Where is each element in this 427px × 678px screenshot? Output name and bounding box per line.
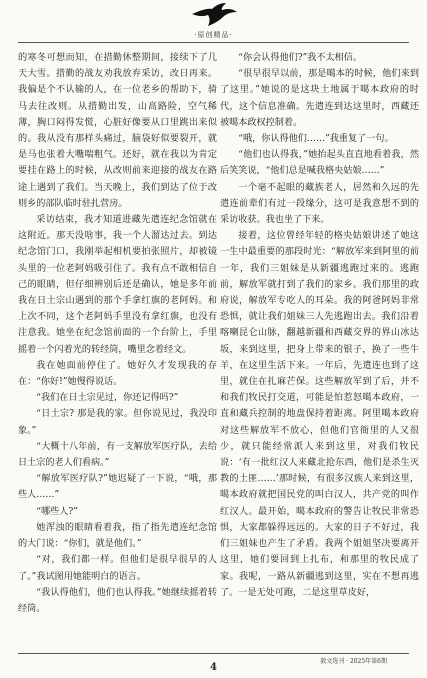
bird-logo-icon	[190, 2, 238, 28]
paragraph: 我在她面前停住了。她好久才发现我的存在：“你好!”她慢得说话。	[18, 360, 217, 388]
paragraph: 采访结束，我才知道进藏先遣连纪念馆就在这附近。那天没啥事，我一个人溜达过去。到达纪念馆门口，我刚举起相机要拍张照片，却被镜头里的一位老阿妈吸引住了。我有点不敢相信自己的眼睛，但仔细辨别后还是确认，她是多年前我在日土宗山遇到的那个手拿红旗的老阿妈。和上次不同，这个老阿妈手里没有拿红旗，也没有注意我。她坐在纪念馆前面的一个台阶上，手里摇着一个闪着光的转经筒，嘴里念着经文。	[18, 215, 217, 355]
paragraph: “日土宗? 那是我的家。但你说见过，我没印象。”	[18, 409, 217, 436]
header-divider	[18, 42, 409, 43]
left-text-column	[18, 50, 217, 617]
paragraph: “很早很早以前，那是噶本的时候，他们来到了这里。”她说的是这块土地属于噶本政府的时代，这个信息准确。先遣连到达这里时，西藏还被噶本政权控制着。	[220, 69, 419, 128]
paragraph: “我认得他们，他们也认得我。”她继续摇着转经筒。	[18, 587, 217, 614]
right-text-column	[220, 50, 419, 601]
page-footer	[0, 653, 427, 677]
journal-info: 散文选刊 · 2025年第6期	[320, 658, 387, 665]
paragraph: 接着，这位曾经年轻的格央姑娘讲述了她这一生中最重要的那段时光：“解放军来到阿里的前一年，我们三姐妹是从新疆逃跑过来的。逃跑前，解放军就打到了我们的家乡。我们那里的政府说，解放军专吃人的耳朵。我的阿爸阿妈非常恐惧，就让我们姐妹三人先逃跑出去。我们沿着喀喇昆仑山脉，翻越新疆和西藏交界的界山冰达坂，来到这里，把身上带来的银子，换了一些牛羊，在这里生活下来。一年后，先遣连也到了这里，就住在扎麻芒保。这些解放军到了后，并不和我们牧民打交道，可能是怕惹怒噶本政府，一直和藏兵控制的地盘保持着距离。阿里噶本政府对这些解放军不放心，但他们官衙里的人又很少，就只能经常派人来到这里，对我们牧民说：‘有一批红汉人来藏北抢东西，他们是杀生灭教的土匪……’那时候，有很多汉族人来到这里，噶本政府就把国民党的叫白汉人，共产党的叫作红汉人。最开始，噶本政府的警告让牧民非常恐惧，大家都躲得远远的。大家的日子不好过，我们三姐妹也产生了矛盾。我两个姐姐坚决要离开这里，她们要回到上扎布，和那里的牧民成了家。我呢，一路从新疆逃到这里，实在不想再逃了。一是无处可跑，二是这里草皮好，	[220, 231, 419, 598]
paragraph: “哦，你认得他们……”我重复了一句。	[238, 134, 394, 145]
paragraph: “他们也认得我，”她抬起头直直地看着我，然后笑笑说，“他们总是喊我格央姑娘……”	[220, 150, 419, 177]
paragraph: “我们在日土宗见过，你还记得吗?”	[36, 393, 179, 404]
paragraph: 她浑浊的眼睛看着我，指了指先遣连纪念馆的大门说：“你们，就是他们。”	[18, 522, 217, 550]
paragraph: “对，我们都一样。但他们是很早很早的人了。”我试图用她能明白的语言。	[18, 555, 217, 582]
page-header	[0, 0, 427, 52]
paragraph: “解放军医疗队?”她迟疑了一下说，“哦，那些人……”	[18, 474, 217, 501]
page-number: 4	[210, 662, 217, 673]
paragraph: 的寒冬可想而知，在措勤休整期间，接续下了几天大雪。措勤的战友劝我放弃采访，改日再来。我偏是个不认输的人，在一位老乡的帮助下，骑马去往改则。从措勤出发，山高路险，空气稀薄，胸口闷得发慌，心脏好像要从口里跳出来似的。我从没有那样头痛过，脑袋好似要裂开，就是马也张着大嘴喘粗气。还好，就在我以为肯定要挂在路上的时候，从改则前来迎接的战友在路途上遇到了我们。当天晚上，我们到达了位于改则乡的部队临时驻扎营房。	[18, 53, 217, 209]
paragraph: “哪些人?”	[36, 506, 78, 517]
paragraph: “你会认得他们?”我不太相信。	[238, 53, 363, 63]
paragraph: 一个毫不起眼的藏族老人，居然和久远的先遣连前辈们有过一段缘分，这可是我意想不到的采访收获。我也坐了下来。	[220, 182, 419, 226]
paragraph: “大概十八年前，有一支解放军医疗队，去给日土宗的老人们看病。”	[18, 441, 217, 469]
footer-divider	[18, 653, 409, 654]
header-title: ·原创精品·	[194, 31, 233, 39]
